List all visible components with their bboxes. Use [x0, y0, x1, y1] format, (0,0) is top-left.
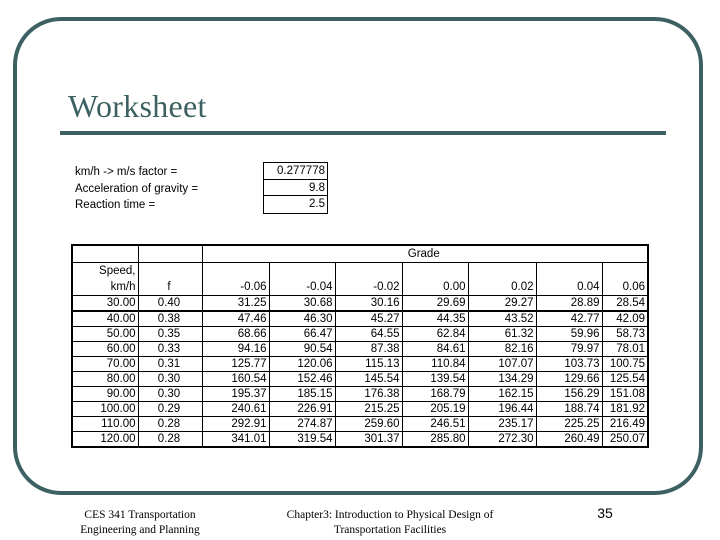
distance-cell[interactable]: 162.15	[468, 386, 536, 401]
slide-title: Worksheet	[68, 88, 207, 124]
distance-cell[interactable]: 246.51	[402, 416, 468, 431]
distance-cell[interactable]: 31.25	[202, 295, 269, 311]
friction-cell[interactable]: 0.30	[138, 386, 202, 401]
friction-cell[interactable]: 0.28	[138, 431, 202, 447]
empty-cell[interactable]	[138, 245, 202, 262]
distance-cell[interactable]: 292.91	[202, 416, 269, 431]
distance-cell[interactable]: 125.54	[602, 371, 648, 386]
distance-cell[interactable]: 301.37	[335, 431, 402, 447]
table-row	[72, 431, 648, 447]
distance-cell[interactable]: 195.37	[202, 386, 269, 401]
distance-cell[interactable]: 46.30	[269, 311, 335, 327]
distance-cell[interactable]: 47.46	[202, 311, 269, 327]
friction-cell[interactable]: 0.28	[138, 416, 202, 431]
table-row	[72, 356, 648, 371]
table-header-row	[72, 262, 648, 295]
distance-cell[interactable]: 107.07	[468, 356, 536, 371]
distance-cell[interactable]: 188.74	[536, 401, 602, 416]
param-value-reaction-time[interactable]: 2.5	[309, 198, 325, 210]
distance-cell[interactable]: 259.60	[335, 416, 402, 431]
table-row	[72, 401, 648, 416]
footer-course-line2: Engineering and Planning	[80, 524, 200, 536]
distance-cell[interactable]: 235.17	[468, 416, 536, 431]
distance-cell[interactable]: 94.16	[202, 341, 269, 356]
speed-cell[interactable]: 30.00	[72, 295, 138, 311]
distance-cell[interactable]: 260.49	[536, 431, 602, 447]
distance-cell[interactable]: 43.52	[468, 311, 536, 327]
speed-header-line1: Speed,	[99, 264, 136, 277]
footer-course	[60, 508, 220, 538]
param-value-conversion[interactable]: 0.277778	[264, 163, 327, 180]
distance-cell[interactable]: 240.61	[202, 401, 269, 416]
speed-cell[interactable]: 60.00	[72, 341, 138, 356]
distance-cell[interactable]: 181.92	[602, 401, 648, 416]
distance-cell[interactable]: 61.32	[468, 326, 536, 341]
grade-group-header[interactable]: Grade	[202, 245, 648, 262]
distance-cell[interactable]: 100.75	[602, 356, 648, 371]
distance-cell[interactable]: 145.54	[335, 371, 402, 386]
distance-cell[interactable]: 185.15	[269, 386, 335, 401]
distance-cell[interactable]: 215.25	[335, 401, 402, 416]
distance-cell[interactable]: 103.73	[536, 356, 602, 371]
distance-cell[interactable]: 274.87	[269, 416, 335, 431]
footer-chapter-line1: Chapter3: Introduction to Physical Design of	[286, 509, 494, 521]
friction-cell[interactable]: 0.33	[138, 341, 202, 356]
table-row	[72, 326, 648, 341]
friction-cell[interactable]: 0.35	[138, 326, 202, 341]
distance-cell[interactable]: 319.54	[269, 431, 335, 447]
distance-cell[interactable]: 66.47	[269, 326, 335, 341]
distance-cell[interactable]: 84.61	[402, 341, 468, 356]
distance-cell[interactable]: 225.25	[536, 416, 602, 431]
distance-cell[interactable]: 216.49	[602, 416, 648, 431]
speed-cell[interactable]: 110.00	[72, 416, 138, 431]
page-number: 35	[597, 505, 613, 521]
distance-cell[interactable]: 115.13	[335, 356, 402, 371]
table-row	[72, 371, 648, 386]
grade-header[interactable]: -0.02	[335, 262, 402, 295]
distance-cell[interactable]: 139.54	[402, 371, 468, 386]
distance-cell[interactable]: 79.97	[536, 341, 602, 356]
friction-cell[interactable]: 0.31	[138, 356, 202, 371]
distance-cell[interactable]: 82.16	[468, 341, 536, 356]
distance-cell[interactable]: 42.77	[536, 311, 602, 327]
table-row	[72, 295, 648, 311]
distance-cell[interactable]: 196.44	[468, 401, 536, 416]
friction-cell[interactable]: 0.40	[138, 295, 202, 311]
footer-chapter-line2: Transportation Facilities	[333, 524, 447, 536]
distance-cell[interactable]: 29.69	[402, 295, 468, 311]
table-top-row	[72, 245, 648, 262]
distance-cell[interactable]: 87.38	[335, 341, 402, 356]
grade-header[interactable]: -0.06	[202, 262, 269, 295]
distance-cell[interactable]: 205.19	[402, 401, 468, 416]
distance-cell[interactable]: 78.01	[602, 341, 648, 356]
grade-header[interactable]: 0.04	[536, 262, 602, 295]
distance-cell[interactable]: 64.55	[335, 326, 402, 341]
distance-cell[interactable]: 152.46	[269, 371, 335, 386]
param-value-gravity[interactable]: 9.8	[264, 180, 327, 197]
distance-cell[interactable]: 341.01	[202, 431, 269, 447]
distance-cell[interactable]: 90.54	[269, 341, 335, 356]
speed-cell[interactable]: 40.00	[72, 311, 138, 327]
distance-cell[interactable]: 110.84	[402, 356, 468, 371]
distance-cell[interactable]: 129.66	[536, 371, 602, 386]
distance-cell[interactable]: 125.77	[202, 356, 269, 371]
table-row	[72, 416, 648, 431]
distance-cell[interactable]: 62.84	[402, 326, 468, 341]
param-label-reaction-time: Reaction time =	[75, 199, 156, 211]
speed-header[interactable]	[72, 262, 138, 295]
distance-cell[interactable]: 250.07	[602, 431, 648, 447]
grade-header[interactable]: 0.06	[602, 262, 648, 295]
distance-cell[interactable]: 28.89	[536, 295, 602, 311]
speed-cell[interactable]: 120.00	[72, 431, 138, 447]
f-header[interactable]: f	[138, 262, 202, 295]
distance-cell[interactable]: 68.66	[202, 326, 269, 341]
speed-cell[interactable]: 90.00	[72, 386, 138, 401]
friction-cell[interactable]: 0.38	[138, 311, 202, 327]
grade-header[interactable]: -0.04	[269, 262, 335, 295]
distance-cell[interactable]: 42.09	[602, 311, 648, 327]
speed-header-line2: km/h	[110, 280, 136, 293]
distance-cell[interactable]: 151.08	[602, 386, 648, 401]
distance-cell[interactable]: 134.29	[468, 371, 536, 386]
table-row	[72, 386, 648, 401]
param-label-gravity: Acceleration of gravity =	[75, 182, 199, 195]
distance-cell[interactable]: 285.80	[402, 431, 468, 447]
speed-cell[interactable]: 80.00	[72, 371, 138, 386]
distance-cell[interactable]: 272.30	[468, 431, 536, 447]
table-row	[72, 311, 648, 327]
distance-cell[interactable]: 59.96	[536, 326, 602, 341]
distance-cell[interactable]: 226.91	[269, 401, 335, 416]
grade-header[interactable]: 0.02	[468, 262, 536, 295]
distance-cell[interactable]: 156.29	[536, 386, 602, 401]
param-label-conversion: km/h -> m/s factor =	[75, 166, 178, 178]
friction-cell[interactable]: 0.29	[138, 401, 202, 416]
distance-cell[interactable]: 160.54	[202, 371, 269, 386]
distance-cell[interactable]: 30.68	[269, 295, 335, 311]
speed-cell[interactable]: 100.00	[72, 401, 138, 416]
distance-cell[interactable]: 45.27	[335, 311, 402, 327]
distance-cell[interactable]: 58.73	[602, 326, 648, 341]
distance-cell[interactable]: 176.38	[335, 386, 402, 401]
speed-cell[interactable]: 70.00	[72, 356, 138, 371]
distance-cell[interactable]: 44.35	[402, 311, 468, 327]
speed-cell[interactable]: 50.00	[72, 326, 138, 341]
distance-cell[interactable]: 29.27	[468, 295, 536, 311]
friction-cell[interactable]: 0.30	[138, 371, 202, 386]
title-underline	[60, 131, 666, 135]
distance-cell[interactable]: 28.54	[602, 295, 648, 311]
empty-cell[interactable]	[72, 245, 138, 262]
parameters-value-box	[263, 162, 328, 214]
distance-cell[interactable]: 120.06	[269, 356, 335, 371]
distance-cell[interactable]: 30.16	[335, 295, 402, 311]
grade-header[interactable]: 0.00	[402, 262, 468, 295]
footer-course-line1: CES 341 Transportation	[84, 509, 196, 521]
footer-chapter	[260, 508, 520, 538]
table-row	[72, 341, 648, 356]
stopping-distance-table	[71, 244, 649, 448]
distance-cell[interactable]: 168.79	[402, 386, 468, 401]
